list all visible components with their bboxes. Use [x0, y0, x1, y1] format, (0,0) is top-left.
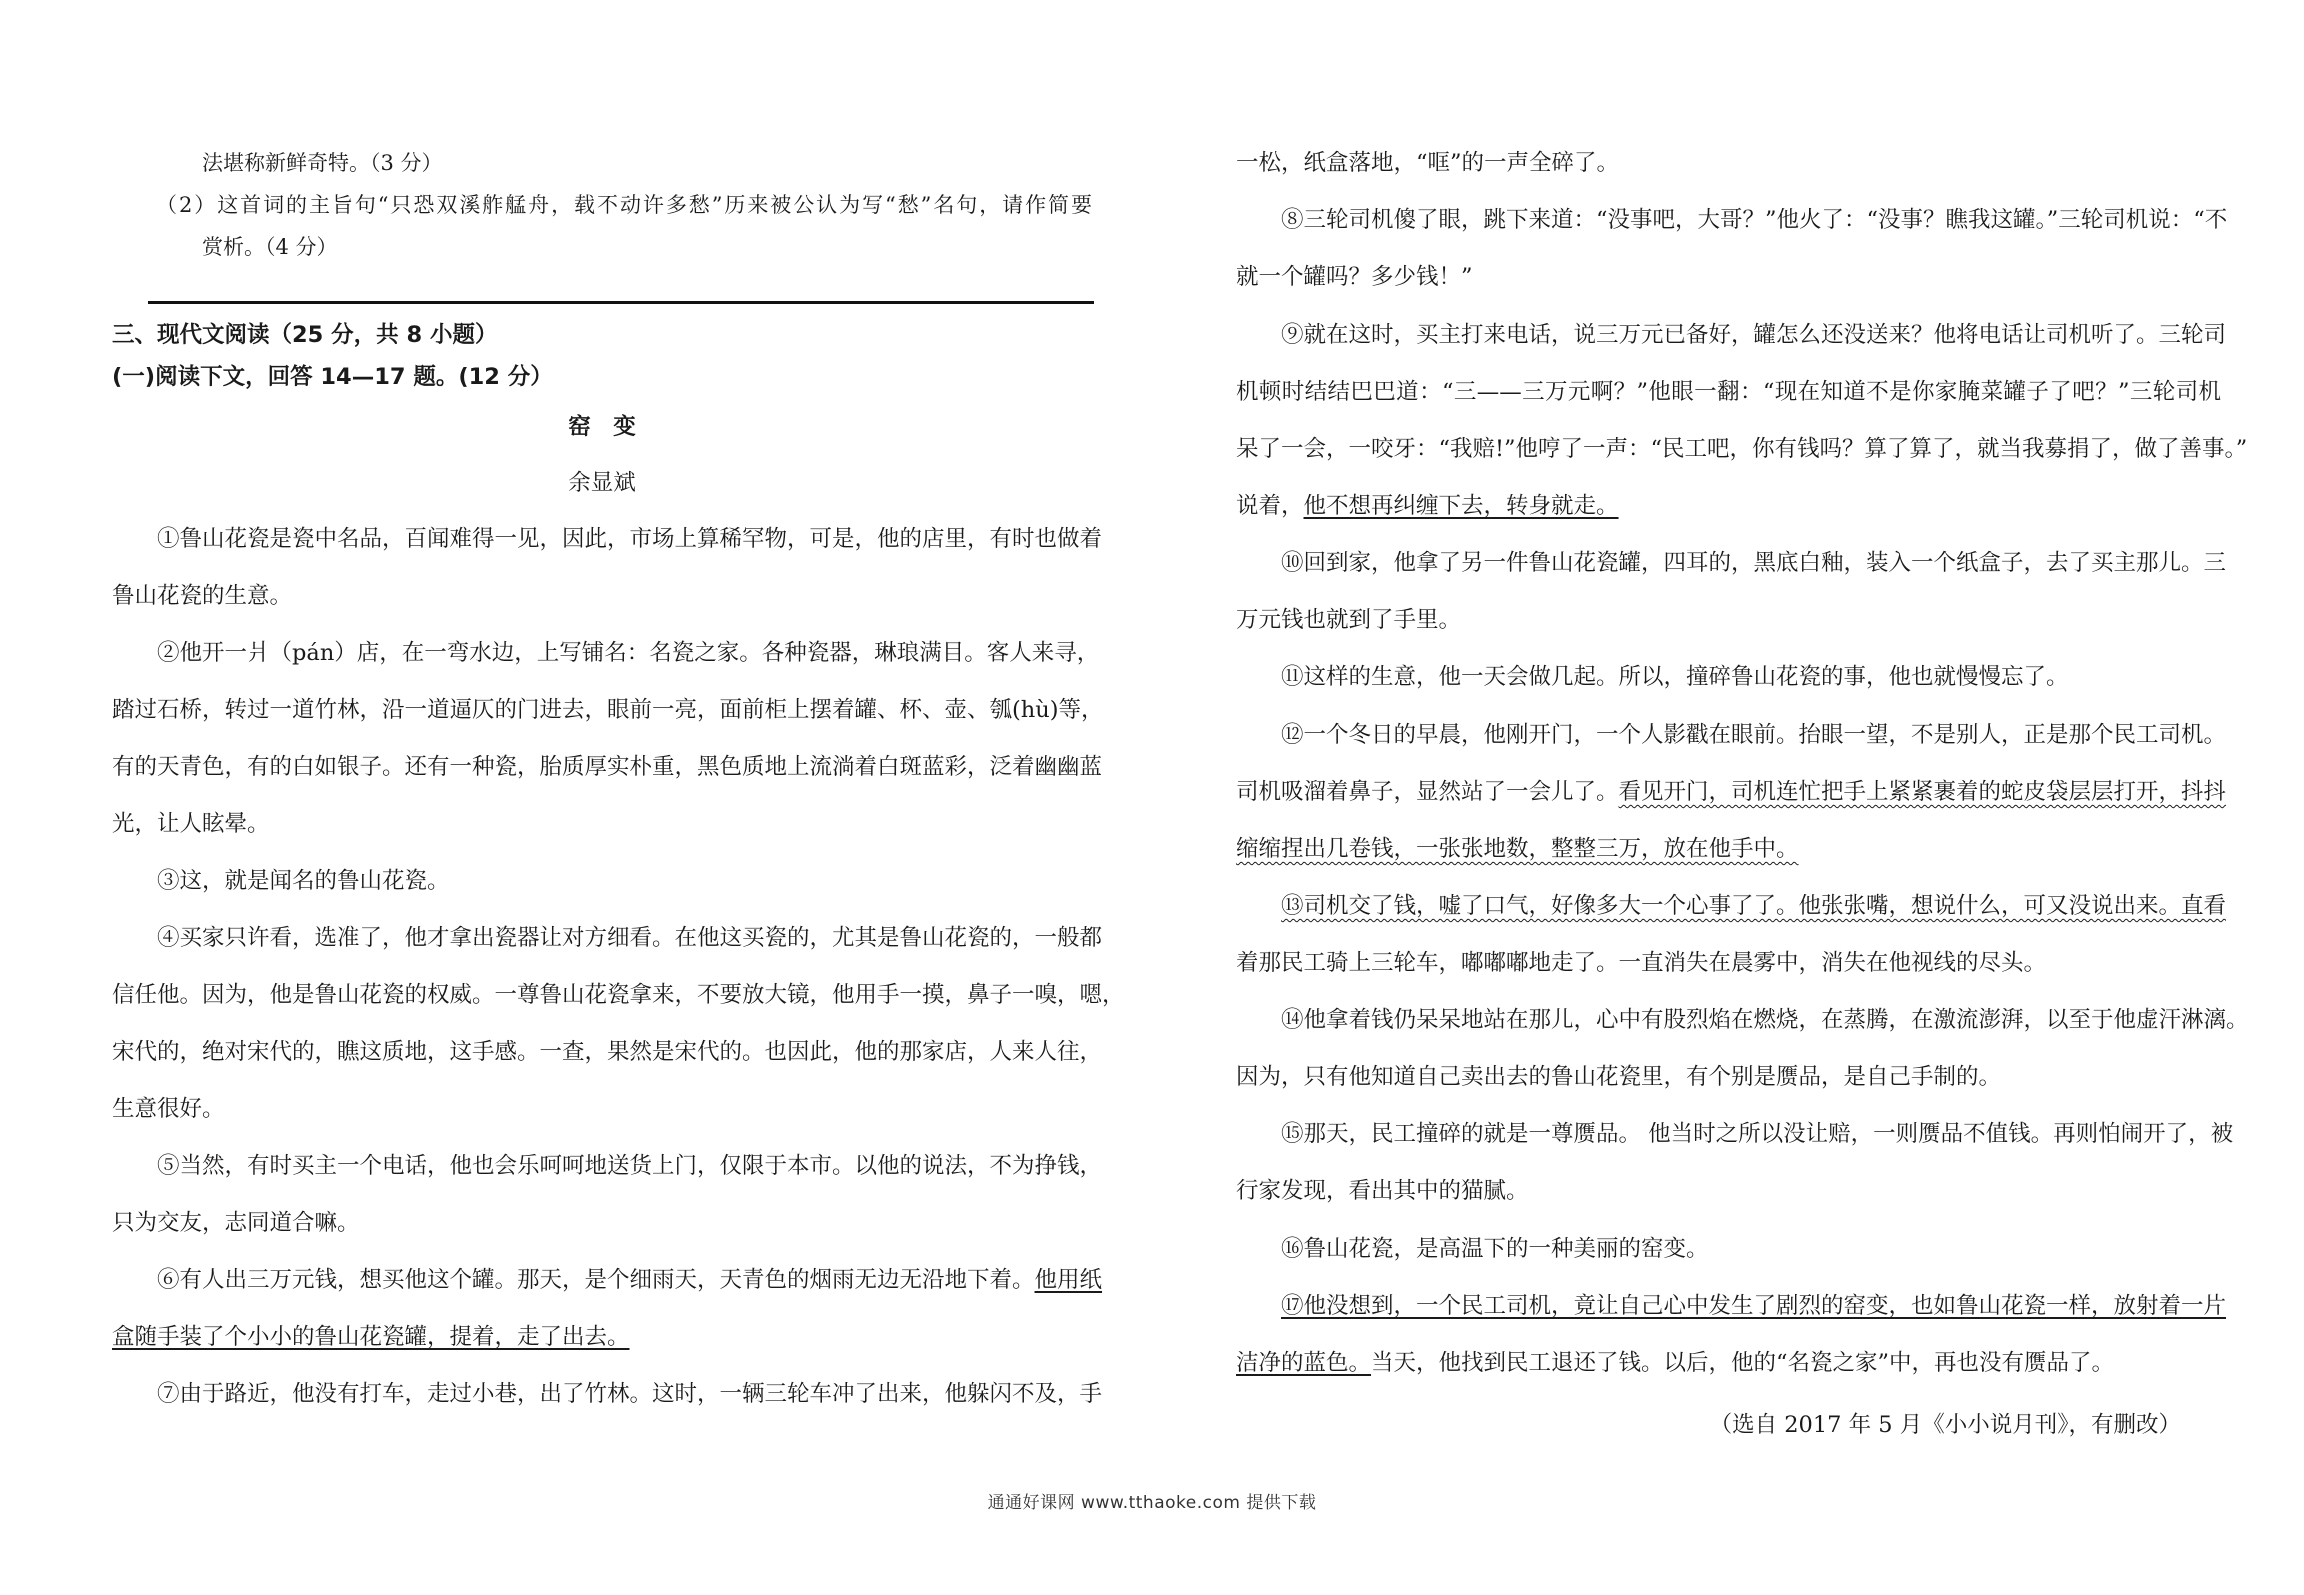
paragraph-7-line: ⑦由于路近，他没有打车，走过小巷，出了竹林。这时，一辆三轮车冲了出来，他躲闪不及，手 [157, 1381, 1103, 1407]
prev-question-1-end: 法堪称新鲜奇特。（3 分） [202, 151, 443, 175]
paragraph-4-line: 宋代的，绝对宋代的，瞧这质地，这手感。一查，果然是宋代的。也因此，他的那家店，人来人往， [112, 1039, 1103, 1065]
paragraph-10-line: ⑩回到家，他拿了另一件鲁山花瓷罐，四耳的，黑底白釉，装入一个纸盒子，去了买主那儿。三 [1281, 550, 2227, 576]
paragraph-2-line: 光，让人眩晕。 [112, 811, 270, 837]
paragraph-5-line: ⑤当然，有时买主一个电话，他也会乐呵呵地送货上门，仅限于本市。以他的说法，不为挣钱， [157, 1153, 1103, 1179]
subsection-heading: (一)阅读下文，回答 14—17 题。(12 分） [112, 364, 553, 390]
paragraph-4-line: ④买家只许看，选准了，他才拿出瓷器让对方细看。在他这买瓷的，尤其是鲁山花瓷的，一般都 [157, 925, 1103, 951]
paragraph-8-line: ⑧三轮司机傻了眼，跳下来道：“没事吧，大哥？”他火了：“没事？瞧我这罐。”三轮司机说：“不 [1281, 207, 2228, 233]
underlined-text: 他不想再纠缠下去，转身就走。 [1303, 493, 1619, 519]
paragraph-15-line: 行家发现，看出其中的猫腻。 [1236, 1178, 1529, 1204]
paragraph-9-text: 说着， [1236, 493, 1304, 519]
answer-line [148, 301, 1094, 304]
paragraph-6-line [112, 1265, 1103, 1295]
article-author: 余显斌 [568, 470, 636, 496]
wavy-underlined-text: 看见开门，司机连忙把手上紧紧裹着的蛇皮袋层层打开，抖抖 [1618, 779, 2227, 805]
underlined-text: 洁净的蓝色。 [1236, 1350, 1372, 1376]
paragraph-2-line: 踏过石桥，转过一道竹林，沿一道逼仄的门进去，眼前一亮，面前柜上摆着罐、杯、壶、瓠(hù)等， [112, 697, 1104, 723]
paragraph-3-line: ③这，就是闻名的鲁山花瓷。 [157, 868, 450, 894]
paragraph-11-line: ⑪这样的生意，他一天会做几起。所以，撞碎鲁山花瓷的事，他也就慢慢忘了。 [1281, 664, 2069, 690]
wavy-underlined-text: ⑬司机交了钱，嘘了口气，好像多大一个心事了了。他张张嘴，想说什么，可又没说出来。直看 [1281, 893, 2227, 919]
source-citation: （选自 2017 年 5 月《小小说月刊》，有删改） [1709, 1412, 2181, 1438]
prev-question-2-line-2: 赏析。（4 分） [202, 235, 338, 259]
paragraph-12-line: ⑫一个冬日的早晨，他刚开门，一个人影戳在眼前。抬眼一望，不是别人，正是那个民工司机。 [1281, 722, 2227, 748]
paragraph-17-text: 当天，他找到民工退还了钱。以后，他的“名瓷之家”中，再也没有赝品了。 [1371, 1350, 2115, 1376]
paragraph-8-line: 就一个罐吗？多少钱！” [1236, 264, 1473, 290]
paragraph-1-line: ①鲁山花瓷是瓷中名品，百闻难得一见，因此，市场上算稀罕物，可是，他的店里，有时也做着 [157, 526, 1103, 552]
page-footer: 通通好课网 www.tthaoke.com 提供下载 [987, 1493, 1317, 1513]
paragraph-9-line: 呆了一会，一咬牙：“我赔!”他哼了一声：“民工吧，你有钱吗？算了算了，就当我募捐了，做了善事。” [1236, 436, 2248, 462]
paragraph-17-line [1236, 1348, 2114, 1378]
paragraph-7-line: 一松，纸盒落地，“哐”的一声全碎了。 [1236, 150, 1620, 176]
underlined-text: 盒随手装了个小小的鲁山花瓷罐，提着，走了出去。 [112, 1324, 630, 1350]
paragraph-9-line: 机顿时结结巴巴道：“三——三万元啊？”他眼一翻：“现在知道不是你家腌菜罐子了吧？”三轮司机 [1236, 379, 2221, 405]
paragraph-14-line: 因为，只有他知道自己卖出去的鲁山花瓷里，有个别是赝品，是自己手制的。 [1236, 1064, 2002, 1090]
section-heading: 三、现代文阅读（25 分，共 8 小题） [112, 322, 498, 348]
paragraph-4-line: 信任他。因为，他是鲁山花瓷的权威。一尊鲁山花瓷拿来，不要放大镜，他用手一摸，鼻子一嗅，嗯， [112, 982, 1125, 1008]
paragraph-9-line: ⑨就在这时，买主打来电话，说三万元已备好，罐怎么还没送来？他将电话让司机听了。三轮司 [1281, 322, 2227, 348]
paragraph-17-line [1236, 1291, 2227, 1321]
paragraph-5-line: 只为交友，志同道合嘛。 [112, 1210, 360, 1236]
paragraph-12-line [1236, 834, 1799, 864]
paragraph-12-line [1236, 777, 2227, 807]
paragraph-6-text: ⑥有人出三万元钱，想买他这个罐。那天，是个细雨天，天青色的烟雨无边无沿地下着。 [157, 1267, 1035, 1293]
paragraph-16-line: ⑯鲁山花瓷，是高温下的一种美丽的窑变。 [1281, 1236, 1709, 1262]
paragraph-2-line: 有的天青色，有的白如银子。还有一种瓷，胎质厚实朴重，黑色质地上流淌着白斑蓝彩，泛着幽幽蓝 [112, 754, 1103, 780]
prev-question-2-line-1: （2）这首词的主旨句“只恐双溪舴艋舟，载不动许多愁”历来被公认为写“愁”名句，请作简要 [156, 193, 1092, 217]
wavy-underlined-text: 缩缩捏出几卷钱，一张张地数，整整三万，放在他手中。 [1236, 836, 1799, 862]
paragraph-2-line: ②他开一爿（pán）店，在一弯水边，上写铺名：名瓷之家。各种瓷器，琳琅满目。客人来寻， [157, 640, 1100, 666]
underlined-text: 他用纸 [1034, 1267, 1103, 1293]
paragraph-6-line [112, 1322, 630, 1352]
underlined-text: ⑰他没想到，一个民工司机，竟让自己心中发生了剧烈的窑变，也如鲁山花瓷一样，放射着一片 [1281, 1293, 2227, 1319]
article-title: 窑 变 [568, 414, 636, 440]
paragraph-15-line: ⑮那天，民工撞碎的就是一尊赝品。 他当时之所以没让赔，一则赝品不值钱。再则怕闹开了，被 [1281, 1121, 2234, 1147]
paragraph-4-line: 生意很好。 [112, 1096, 225, 1122]
paragraph-12-text: 司机吸溜着鼻子，显然站了一会儿了。 [1236, 779, 1619, 805]
paragraph-10-line: 万元钱也就到了手里。 [1236, 607, 1462, 633]
paragraph-13-line: 着那民工骑上三轮车，嘟嘟嘟地走了。一直消失在晨雾中，消失在他视线的尽头。 [1236, 950, 2047, 976]
paragraph-9-line [1236, 491, 1619, 521]
paragraph-14-line: ⑭他拿着钱仍呆呆地站在那儿，心中有股烈焰在燃烧，在蒸腾，在激流澎湃，以至于他虚汗淋漓。 [1281, 1007, 2249, 1033]
paragraph-13-line [1236, 891, 2227, 921]
paragraph-1-line: 鲁山花瓷的生意。 [112, 583, 293, 609]
